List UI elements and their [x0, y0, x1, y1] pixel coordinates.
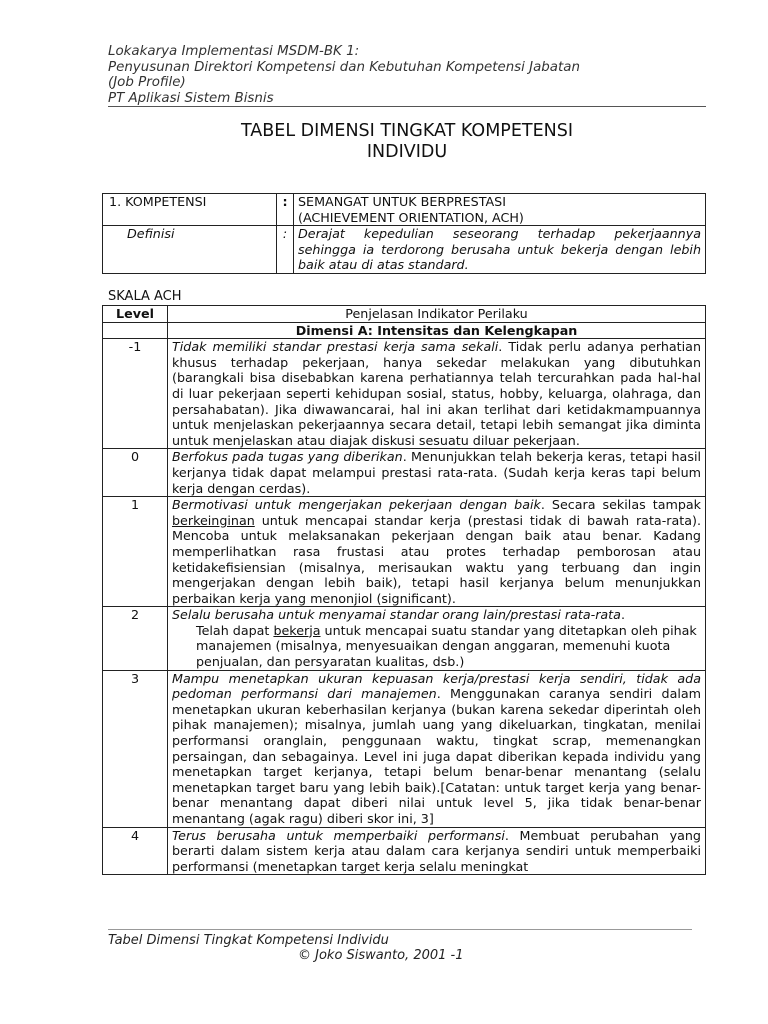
level-text: . Membuat perubahan yang berarti dalam sistem kerja atau dalam cara kerjanya sendiri untuk memperbaiki performansi (menetapkan target kerja selalu meningkat: [172, 827, 701, 874]
competency-name-line-1: SEMANGAT UNTUK BERPRESTASI: [298, 194, 506, 209]
level-value: 2: [103, 607, 168, 670]
table-row: [103, 449, 706, 497]
level-text: untuk mencapai standar kerja (prestasi tidak di bawah rata-rata). Mencoba untuk melaksanakan pekerjaan dengan baik atau benar. Kadang memperlihatkan rasa frustasi atau protes terhadap pemborosan atau ketidakefisiensian (misalnya, merisaukan waktu yang terbuang dan ingin mengerjakan dengan lebih baik), tetapi hasil kerjanya belum menunjukkan perbaikan kerja yang menonjiol (significant).: [172, 512, 701, 606]
competency-row: [103, 194, 706, 226]
scale-header-row: [103, 306, 706, 323]
level-value: 3: [103, 670, 168, 827]
header-line-4: PT Aplikasi Sistem Bisnis: [108, 90, 274, 106]
competency-colon: :: [277, 194, 294, 226]
footer-copyright: © Joko Siswanto, 2001 -1: [298, 948, 464, 963]
column-header-level: Level: [103, 306, 168, 323]
level-description: [168, 670, 706, 827]
competency-label: 1. KOMPETENSI: [103, 194, 277, 226]
scale-caption: SKALA ACH: [108, 289, 182, 304]
definition-text: Derajat kepedulian seseorang terhadap pekerjaannya sehingga ia terdorong berusaha untuk bekerja dengan lebih baik atau di atas standard.: [294, 226, 706, 274]
level-description: [168, 339, 706, 449]
level-lead: Terus berusaha untuk memperbaiki performansi: [172, 827, 505, 843]
level-text-pre: .: [620, 607, 625, 623]
level-lead: Selalu berusaha untuk menyamai standar orang lain/prestasi rata-rata: [172, 607, 621, 623]
column-header-description: Penjelasan Indikator Perilaku: [168, 306, 706, 323]
competency-name-line-2: (ACHIEVEMENT ORIENTATION, ACH): [298, 209, 524, 225]
header-line-1: Lokakarya Implementasi MSDM-BK 1:: [108, 44, 360, 59]
table-row: [103, 827, 706, 875]
table-row: [103, 670, 706, 827]
page-title: [108, 121, 706, 163]
header-divider: [108, 106, 706, 107]
competency-table: [102, 193, 706, 274]
level-indented-text: [172, 623, 701, 670]
level-value: 4: [103, 827, 168, 875]
level-value: -1: [103, 339, 168, 449]
level-value: 0: [103, 449, 168, 497]
level-text-underlined: bekerja: [273, 622, 321, 638]
title-line-2: INDIVIDU: [366, 142, 448, 162]
title-line-1: TABEL DIMENSI TINGKAT KOMPETENSI: [240, 121, 574, 141]
dimension-row: [103, 322, 706, 339]
level-text-underlined: berkeinginan: [172, 512, 255, 528]
level-text: . Tidak perlu adanya perhatian khusus terhadap pekerjaan, hanya sekedar melakukan yang dibutuhkan (barangkali bisa disebabkan karena perhatiannya telah tercurahkan pada hal-hal di luar pekerjaan seperti kehidupan sosial, status, hobby, keluarga, olahraga, dan persahabatan). Jika diwawancarai, hal ini akan terlihat dari ketidakmampuannya untuk menjelaskan pekerjaannya secara detail, tetapi lebih semangat jika diminta untuk menjelaskan atau diajak diskusi sesuatu diluar pekerjaan.: [172, 339, 701, 448]
definition-label: Definisi: [103, 226, 277, 274]
level-text: . Menunjukkan telah bekerja keras, tetapi hasil kerjanya tidak dapat melampui prestasi rata-rata. (Sudah kerja keras tapi belum kerja dengan cerdas).: [172, 449, 701, 496]
scale-table: [102, 305, 706, 875]
competency-name: [294, 194, 706, 226]
level-description: [168, 607, 706, 670]
table-row: [103, 497, 706, 607]
footer-title: Tabel Dimensi Tingkat Kompetensi Individu: [108, 933, 389, 948]
definition-colon: :: [277, 226, 294, 274]
level-text-ind-pre: Telah dapat: [196, 622, 274, 638]
table-row: [103, 339, 706, 449]
level-description: [168, 497, 706, 607]
level-value: 1: [103, 497, 168, 607]
level-description: [168, 449, 706, 497]
header-line-2: Penyusunan Direktori Kompetensi dan Kebutuhan Kompetensi Jabatan: [108, 59, 580, 75]
dimension-level-cell: [103, 322, 168, 339]
level-text-pre: . Secara sekilas tampak: [540, 497, 702, 513]
footer-divider: [108, 929, 692, 930]
level-lead: Tidak memiliki standar prestasi kerja sama sekali: [172, 339, 499, 355]
level-lead: Mampu menetapkan ukuran kepuasan kerja/prestasi kerja sendiri, tidak ada pedoman performansi dari manajemen: [172, 670, 701, 702]
header-line-3: (Job Profile): [108, 75, 186, 90]
level-text: . Menggunakan caranya sendiri dalam menetapkan ukuran keberhasilan kerjanya (bukan karena sekedar diperintah oleh pihak manajemen); misalnya, jumlah uang yang dikeluarkan, tingkatan, menilai performansi oranglain, penggunaan waktu, tingkat scrap, memenangkan persaingan, dan sebagainya. Level ini juga dapat diberikan kepada individu yang menetapkan target kerjanya, tetapi belum benar-benar menantang (selalu menetapkan target baru yang lebih baik).[Catatan: untuk target kerja yang benar-benar menantang dapat diberi nilai untuk level 5, jika tidak benar-benar menantang (agak ragu) diberi skor ini, 3]: [172, 686, 701, 826]
definition-row: [103, 226, 706, 274]
level-description: [168, 827, 706, 875]
table-row: [103, 607, 706, 670]
level-lead: Berfokus pada tugas yang diberikan: [172, 449, 403, 465]
level-text: untuk mencapai suatu standar yang ditetapkan oleh pihak manajemen (misalnya, menyesuaikan dengan anggaran, memenuhi kuota penjualan, dan persyaratan kualitas, dsb.): [196, 622, 697, 670]
level-lead: Bermotivasi untuk mengerjakan pekerjaan dengan baik: [172, 497, 541, 513]
dimension-title: Dimensi A: Intensitas dan Kelengkapan: [168, 322, 706, 339]
